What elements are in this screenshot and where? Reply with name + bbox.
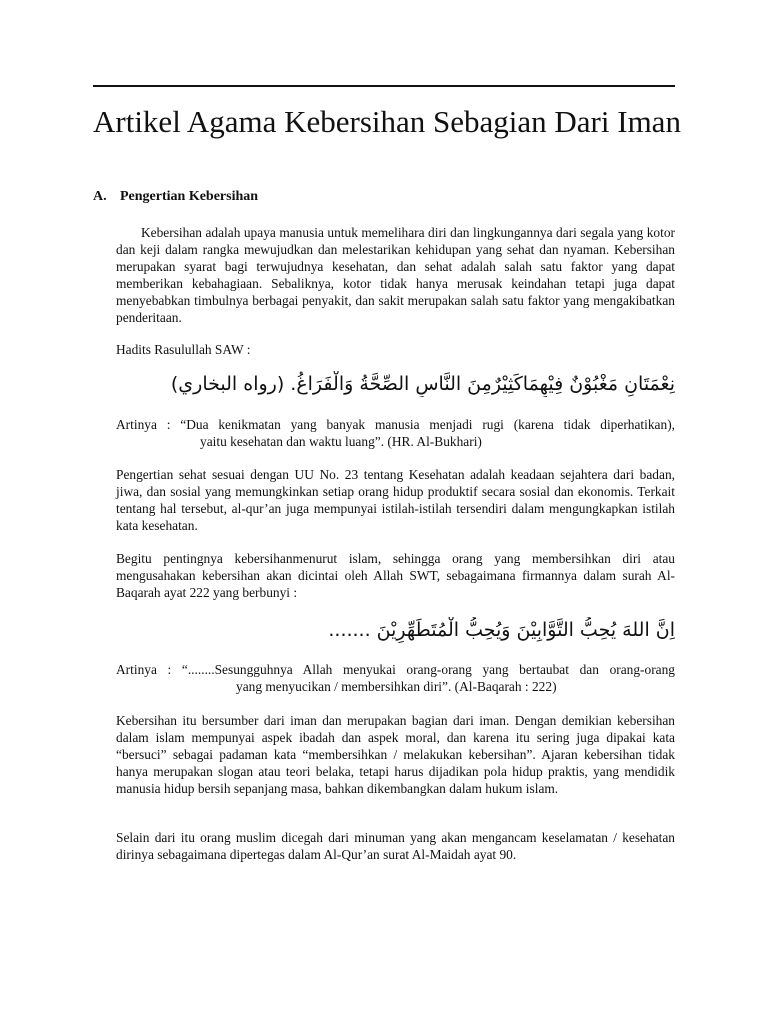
paragraph-iman: Kebersihan itu bersumber dari iman dan merupakan bagian dari iman. Dengan demikian kebersihan dalam islam mempunyai aspek ibadah dan aspek moral, dan karena itu sering juga dipakai kata “bersuci” sebagai padaman kata “membersihkan / melakukan kebersihan”. Ajaran kebersihan tidak hanya merupakan slogan atau teori belaka, tetapi harus dijadikan pola hidup praktis, yang mendidik manusia hidup bersih sepanjang masa, bahkan dikembangkan dalam hukum islam.: [116, 713, 675, 796]
hadits-label: Hadits Rasulullah SAW :: [116, 342, 251, 357]
page-title: Artikel Agama Kebersihan Sebagian Dari Iman: [93, 104, 681, 139]
hadits-arabic-text: نِعْمَتَانِ مَغْبُوْنٌ فِيْهِمَاكَثِيْرٌمِنَ النَّاسِ الصِّحَّةُ وَالْفَرَاغُ. (رواه البخاري): [170, 373, 675, 395]
hadits-translation-part-1: Artinya : “Dua kenikmatan yang banyak manusia menjadi rugi (karena tidak diperhatikan),: [116, 417, 675, 432]
section-title: Pengertian Kebersihan: [120, 189, 259, 204]
paragraph-uu-definition: Pengertian sehat sesuai dengan UU No. 23 tentang Kesehatan adalah keadaan sejahtera dari badan, jiwa, dan sosial yang memungkinkan setiap orang hidup produktif secara sosial dan ekonomis. Terkait tentang hal tersebut, al-qur’an juga mempunyai istilah-istilah tersendiri dalam mengungkapkan istilah kata kesehatan.: [116, 467, 675, 533]
ayat-translation-part-1: Artinya : “........Sesungguhnya Allah menyukai orang-orang yang bertaubat dan orang-orang: [116, 662, 675, 677]
ayat-translation-part-2: yang menyucikan / membersihkan diri”. (Al-Baqarah : 222): [236, 679, 557, 694]
section-heading: [93, 188, 258, 206]
ayat-arabic-text: اِنَّ اللهَ يُحِبُّ التَّوَّابِيْنَ وَيُحِبُّ الْمُتَطَهِّرِيْنَ .......: [328, 619, 675, 641]
paragraph-intro: Kebersihan adalah upaya manusia untuk memelihara diri dan lingkungannya dari segala yang kotor dan keji dalam rangka mewujudkan dan melestarikan kehidupan yang sehat dan nyaman. Kebersihan merupakan syarat bagi terwujudnya kesehatan, dan sehat adalah salah satu faktor yang dapat memberikan kebahagiaan. Sebaliknya, kotor tidak hanya merusak keindahan tetapi juga dapat menyebabkan timbulnya berbagai penyakit, dan sakit merupakan salah satu faktor yang mengakibatkan penderitaan.: [116, 225, 675, 325]
hadits-translation: [116, 416, 675, 450]
hadits-translation-part-2: yaitu kesehatan dan waktu luang”. (HR. Al-Bukhari): [200, 434, 482, 449]
paragraph-closing: Selain dari itu orang muslim dicegah dari minuman yang akan mengancam keselamatan / kesehatan dirinya sebagaimana dipertegas dalam Al-Qur’an surat Al-Maidah ayat 90.: [116, 830, 675, 862]
top-rule: [93, 85, 675, 87]
paragraph-importance: Begitu pentingnya kebersihanmenurut islam, sehingga orang yang membersihkan diri atau mengusahakan kebersihan akan dicintai oleh Allah SWT, sebagaimana firmannya dalam surah Al-Baqarah ayat 222 yang berbunyi :: [116, 551, 675, 600]
ayat-translation: [116, 661, 675, 695]
section-letter: A.: [93, 189, 107, 204]
